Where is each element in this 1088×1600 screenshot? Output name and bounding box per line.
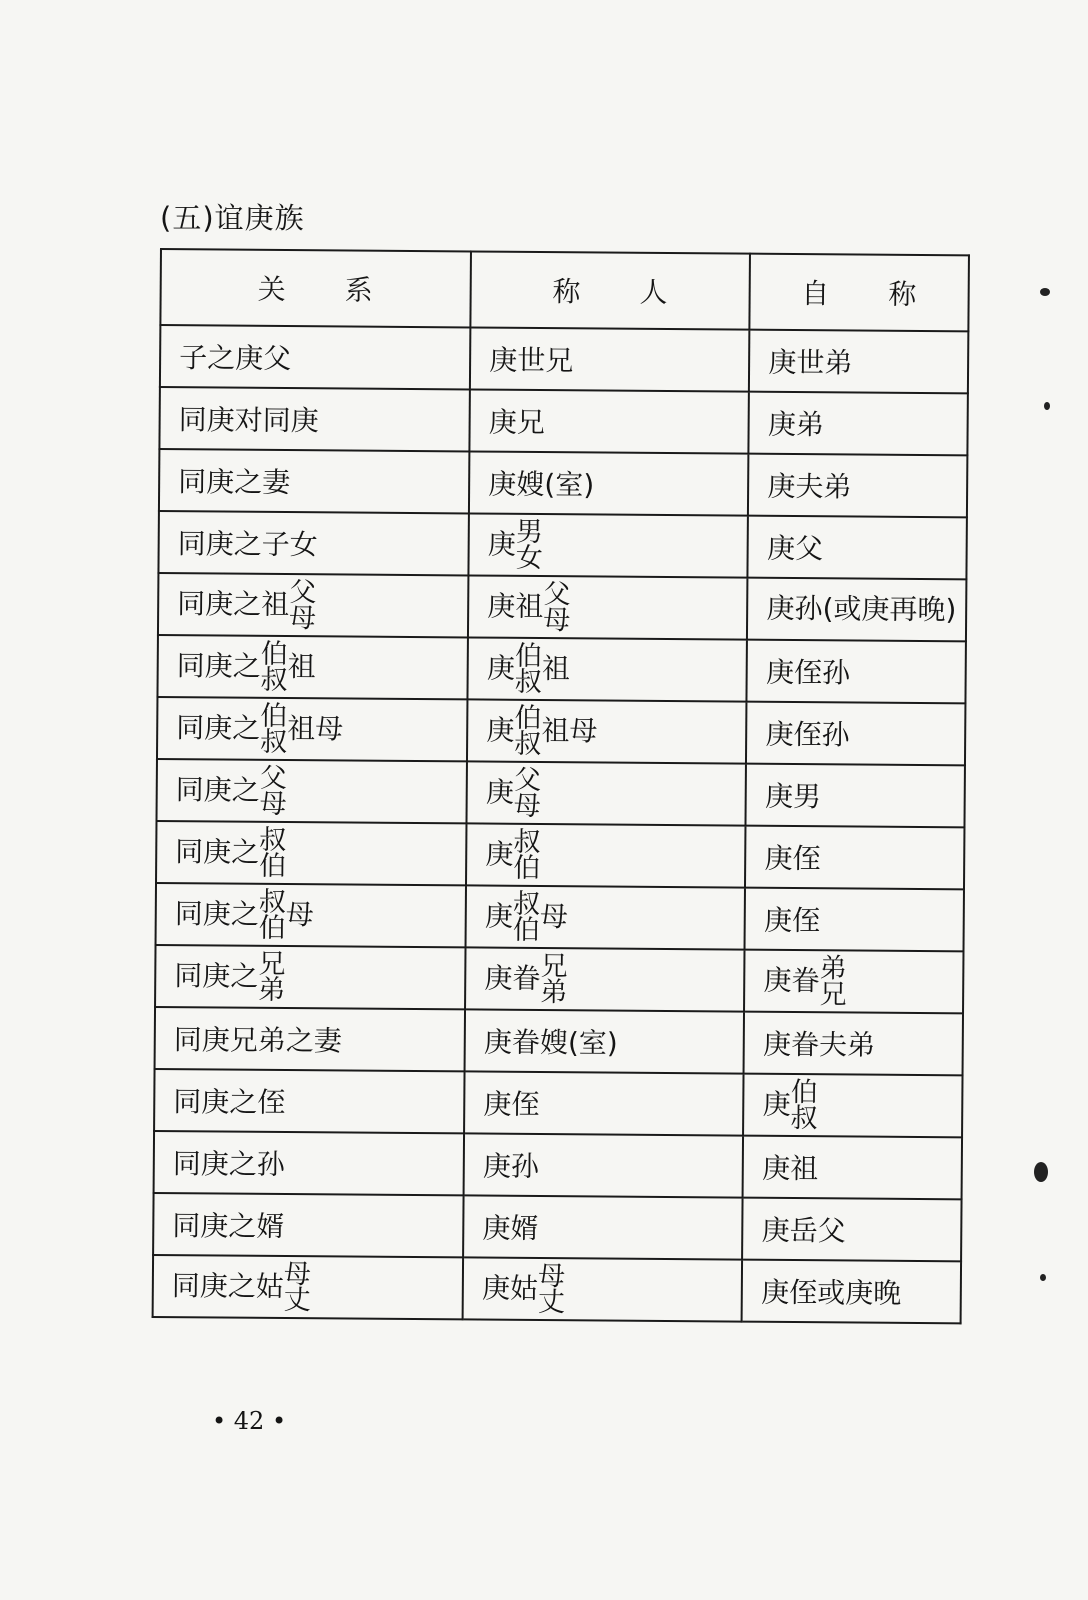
address-cell	[467, 699, 747, 763]
stacked-char: 叔	[260, 726, 288, 758]
self-cell	[743, 1136, 962, 1200]
stacked-char: 伯	[259, 850, 287, 882]
cell-text: 同庚之孙	[172, 1147, 285, 1182]
relation-cell	[155, 1007, 466, 1071]
relation-cell	[158, 573, 469, 637]
kinship-table	[152, 248, 970, 1324]
self-cell	[749, 392, 968, 456]
cell-text: 庚侄	[764, 841, 821, 876]
header-relation: 关 系	[160, 249, 471, 327]
stacked-char: 父	[543, 578, 571, 610]
cell-text: 庚姑	[481, 1271, 539, 1305]
stacked-alternatives	[283, 1258, 312, 1316]
section-title: (五)谊庚族	[160, 201, 305, 235]
stacked-char: 伯	[790, 1076, 818, 1108]
page-number: • 42 •	[212, 1407, 287, 1435]
cell-text: 同庚之	[174, 896, 259, 931]
stacked-char: 兄	[819, 978, 847, 1010]
cell-text: 庚眷	[484, 961, 541, 995]
cell-text: 庚男	[764, 779, 822, 814]
table-body	[153, 325, 969, 1323]
cell-text: 庚侄或庚晚	[761, 1275, 902, 1310]
stacked-char: 伯	[514, 702, 542, 734]
address-cell	[463, 1195, 743, 1259]
address-cell	[466, 885, 746, 949]
stacked-alternatives	[259, 824, 287, 882]
stacked-char: 兄	[540, 950, 568, 982]
cell-text: 同庚对同庚	[178, 403, 319, 438]
stacked-char: 母	[259, 788, 287, 820]
self-cell	[748, 516, 967, 580]
cell-text: 祖母	[287, 711, 344, 745]
relation-cell	[159, 387, 470, 451]
stacked-char: 母	[283, 1258, 312, 1290]
relation-cell	[157, 635, 468, 699]
stacked-alternatives	[819, 952, 847, 1010]
cell-text: 庚祖	[762, 1151, 819, 1186]
table-row	[155, 945, 963, 1013]
relation-cell	[155, 945, 466, 1009]
cell-text: 庚眷夫弟	[762, 1027, 876, 1062]
address-cell	[467, 761, 747, 825]
table-row	[156, 759, 964, 827]
relation-cell	[154, 1069, 465, 1133]
address-cell	[464, 1071, 744, 1135]
self-cell	[746, 702, 965, 766]
relation-cell	[159, 449, 470, 513]
stacked-alternatives	[288, 576, 317, 634]
stacked-char: 母	[543, 604, 571, 636]
cell-text: 同庚之	[176, 648, 261, 683]
stacked-alternatives	[540, 950, 568, 1008]
cell-text: 庚侄孙	[765, 717, 850, 752]
cell-text: 同庚之婿	[172, 1209, 285, 1244]
cell-text: 庚眷	[763, 963, 820, 997]
cell-text: 庚婿	[482, 1211, 539, 1246]
ink-speck	[1044, 402, 1050, 410]
stacked-char: 父	[513, 764, 542, 796]
stacked-alternatives	[260, 638, 288, 696]
cell-text: 庚侄	[483, 1087, 540, 1122]
stacked-char: 弟	[540, 976, 568, 1008]
stacked-alternatives	[514, 702, 542, 760]
stacked-alternatives	[537, 1260, 566, 1318]
stacked-alternatives	[513, 764, 542, 822]
stacked-alternatives	[515, 516, 544, 574]
cell-text: 同庚之姑	[171, 1268, 284, 1303]
table-row	[156, 821, 964, 889]
stacked-alternatives	[514, 640, 543, 698]
cell-text: 庚夫弟	[767, 469, 852, 504]
cell-text: 庚	[762, 1087, 791, 1121]
self-cell	[745, 888, 964, 952]
stacked-alternatives	[512, 888, 541, 946]
address-cell	[469, 451, 749, 515]
header-self: 自 称	[750, 254, 969, 332]
relation-cell	[153, 1255, 464, 1319]
stacked-char: 伯	[513, 852, 541, 884]
stacked-alternatives	[258, 948, 286, 1006]
address-cell	[464, 1133, 744, 1197]
table-header-row	[160, 249, 969, 331]
stacked-char: 伯	[512, 914, 540, 946]
cell-text: 庚弟	[767, 407, 825, 442]
cell-text: 庚	[487, 527, 517, 561]
cell-text: 祖	[287, 649, 316, 683]
self-cell	[747, 578, 966, 642]
relation-cell	[154, 1131, 465, 1195]
table-row	[153, 1193, 961, 1261]
stacked-char: 弟	[258, 974, 286, 1006]
cell-text: 庚祖	[487, 589, 544, 623]
self-cell	[745, 826, 964, 890]
cell-text: 庚世弟	[768, 345, 853, 380]
cell-text: 同庚之	[175, 772, 260, 807]
address-cell	[469, 513, 749, 577]
stacked-alternatives	[543, 578, 571, 636]
table-row	[155, 1007, 963, 1075]
address-cell	[465, 947, 745, 1011]
relation-cell	[153, 1193, 464, 1257]
stacked-char: 伯	[258, 912, 286, 944]
stacked-char: 伯	[260, 638, 288, 670]
table-row	[159, 449, 967, 517]
cell-text: 庚父	[766, 531, 824, 566]
cell-text: 庚	[485, 837, 514, 871]
self-cell	[742, 1260, 961, 1324]
address-cell	[465, 1009, 745, 1073]
ink-speck	[1040, 288, 1050, 296]
stacked-char: 伯	[514, 640, 543, 672]
self-cell	[746, 764, 965, 828]
stacked-alternatives	[513, 826, 541, 884]
stacked-char: 叔	[513, 826, 541, 858]
table-row	[154, 1069, 962, 1137]
cell-text: 同庚兄弟之妻	[173, 1023, 342, 1058]
self-cell	[742, 1198, 961, 1262]
cell-text: 同庚之祖	[177, 586, 290, 621]
stacked-char: 叔	[258, 886, 287, 918]
self-cell	[749, 330, 968, 394]
cell-text: 同庚之妻	[178, 465, 291, 500]
stacked-char: 叔	[514, 728, 542, 760]
cell-text: 庚侄	[763, 903, 821, 938]
address-cell	[463, 1257, 743, 1321]
stacked-char: 父	[289, 576, 317, 608]
cell-text: 同庚之	[174, 958, 259, 993]
address-cell	[470, 327, 750, 391]
self-cell	[748, 454, 967, 518]
table-row	[156, 883, 964, 951]
stacked-char: 叔	[512, 888, 541, 920]
cell-text: 庚	[486, 651, 516, 685]
table-row	[158, 573, 966, 641]
self-cell	[744, 950, 963, 1014]
cell-text: 庚嫂(室)	[488, 467, 595, 502]
cell-text: 庚孙(或庚再晚)	[766, 591, 957, 627]
cell-text: 同庚之	[175, 834, 260, 869]
cell-text: 祖母	[541, 713, 598, 747]
stacked-char: 叔	[259, 824, 287, 856]
stacked-char: 母	[288, 602, 317, 634]
cell-text: 祖	[541, 651, 571, 685]
stacked-char: 伯	[260, 700, 288, 732]
table-row	[160, 325, 968, 393]
cell-text: 庚世兄	[489, 343, 574, 378]
address-cell	[468, 575, 748, 639]
stacked-char: 叔	[260, 664, 288, 696]
cell-text: 同庚之	[176, 710, 261, 745]
cell-text: 子之庚父	[179, 341, 292, 376]
table-row	[153, 1255, 961, 1323]
address-cell	[470, 389, 750, 453]
table-row	[158, 511, 966, 579]
self-cell	[744, 1012, 963, 1076]
stacked-char: 丈	[283, 1284, 311, 1316]
cell-text: 同庚之子女	[177, 527, 318, 562]
stacked-char: 男	[515, 516, 544, 548]
address-cell	[468, 637, 748, 701]
stacked-char: 母	[513, 790, 541, 822]
stacked-alternatives	[790, 1076, 818, 1134]
self-cell	[747, 640, 966, 704]
cell-text: 庚兄	[488, 405, 545, 440]
cell-text: 母	[285, 897, 314, 931]
cell-text: 庚	[485, 775, 515, 809]
stacked-char: 女	[515, 542, 543, 574]
cell-text: 庚眷嫂(室)	[483, 1025, 618, 1060]
header-address: 称 人	[471, 251, 751, 329]
relation-cell	[157, 697, 468, 761]
cell-text: 庚孙	[482, 1149, 540, 1184]
cell-text: 庚	[484, 899, 514, 933]
stacked-char: 叔	[790, 1102, 818, 1134]
stacked-char: 母	[538, 1260, 566, 1292]
table-row	[157, 697, 965, 765]
stacked-alternatives	[258, 886, 287, 944]
relation-cell	[156, 883, 467, 947]
address-cell	[466, 823, 746, 887]
cell-text: 庚岳父	[761, 1213, 846, 1248]
table-row	[157, 635, 965, 703]
stacked-alternatives	[260, 700, 288, 758]
table-row	[159, 387, 967, 455]
relation-cell	[156, 759, 467, 823]
stacked-char: 弟	[819, 952, 847, 984]
cell-text: 母	[539, 899, 569, 933]
cell-text: 庚侄孙	[765, 655, 851, 690]
cell-text: 庚	[486, 713, 515, 747]
stacked-char: 丈	[537, 1286, 566, 1318]
stacked-char: 父	[259, 762, 287, 794]
relation-cell	[158, 511, 469, 575]
relation-cell	[160, 325, 471, 389]
ink-speck	[1034, 1162, 1048, 1182]
self-cell	[743, 1074, 962, 1138]
table-row	[154, 1131, 962, 1199]
ink-speck	[1040, 1274, 1046, 1281]
stacked-alternatives	[259, 762, 287, 820]
cell-text: 同庚之侄	[173, 1085, 286, 1120]
relation-cell	[156, 821, 467, 885]
stacked-char: 叔	[514, 666, 542, 698]
stacked-char: 兄	[258, 948, 286, 980]
